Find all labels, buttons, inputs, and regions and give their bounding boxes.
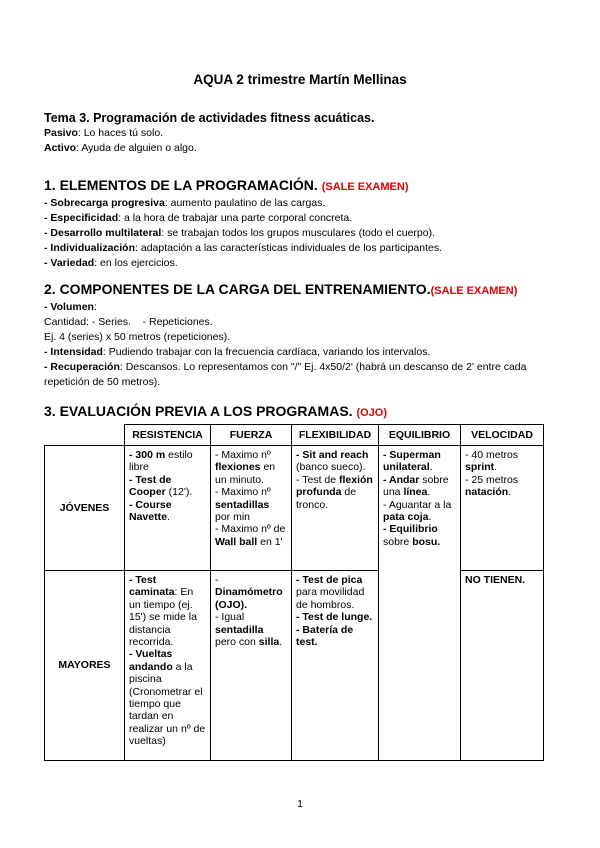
item-text: : en los ejercicios. bbox=[94, 257, 178, 269]
item-text: : aumento paulatino de las cargas. bbox=[164, 197, 326, 209]
section-1-item bbox=[44, 226, 564, 241]
cell-mayores-resistencia: - Test caminata: En un tiempo (ej. 15') se mide la distancia recorrida. - Vueltas andando a la piscina (Cronometrar el tiempo que tardan en realizar un nº de vueltas) bbox=[125, 571, 211, 761]
item-label: - Individualización bbox=[44, 242, 136, 254]
recuperacion-line bbox=[44, 360, 564, 375]
column-header: FLEXIBILIDAD bbox=[292, 425, 379, 446]
cell-mayores-velocidad: NO TIENEN. bbox=[461, 571, 544, 761]
intensidad-text: : Pudiendo trabajar con la frecuencia cardíaca, variando los intervalos. bbox=[102, 346, 431, 358]
activo-label: Activo bbox=[44, 142, 77, 154]
cell-jovenes-resistencia: - 300 m estilo libre - Test de Cooper (12'). - Course Navette. bbox=[125, 446, 211, 571]
volumen-text: : bbox=[93, 301, 97, 313]
item-label: - Variedad bbox=[44, 257, 95, 269]
item-label: - Desarrollo multilateral bbox=[44, 227, 162, 239]
column-header: VELOCIDAD bbox=[461, 425, 544, 446]
section-1-title: 1. ELEMENTOS DE LA PROGRAMACIÓN. bbox=[44, 177, 318, 193]
recuperacion-line-2: repetición de 50 metros). bbox=[44, 376, 161, 388]
column-header: RESISTENCIA bbox=[125, 425, 211, 446]
tema-heading: Tema 3. Programación de actividades fitness acuáticas. bbox=[44, 111, 375, 125]
section-1-item bbox=[44, 196, 564, 211]
ejemplo-line: Ej. 4 (series) x 50 metros (repeticiones). bbox=[44, 331, 231, 343]
section-2-title: 2. COMPONENTES DE LA CARGA DEL ENTRENAMIENTO. bbox=[44, 281, 431, 297]
intensidad-line bbox=[44, 345, 564, 360]
section-2-note: (SALE EXAMEN) bbox=[430, 285, 518, 297]
pasivo-text: : Lo haces tú solo. bbox=[77, 127, 164, 139]
cell-jovenes-velocidad: - 40 metros sprint. - 25 metros natación. bbox=[461, 446, 544, 571]
cell-jovenes-equilibrio: - Superman unilateral. - Andar sobre una línea. - Aguantar a la pata coja. - Equilibrio sobre bosu. bbox=[379, 446, 461, 761]
empty-header-cell bbox=[45, 425, 125, 446]
column-header: FUERZA bbox=[211, 425, 292, 446]
cell-mayores-flexibilidad: - Test de pica para movilidad de hombros. - Test de lunge. - Batería de test. bbox=[292, 571, 379, 761]
item-text: : se trabajan todos los grupos musculares (todo el cuerpo). bbox=[161, 227, 436, 239]
section-1-item bbox=[44, 256, 564, 271]
recuperacion-text: : Descansos. Lo representamos con "/" Ej. 4x50/2' (habrá un descanso de 2' entre cada bbox=[119, 361, 527, 373]
item-label: - Especificidad bbox=[44, 212, 119, 224]
row-header: JÓVENES bbox=[45, 446, 125, 571]
table-row-jovenes bbox=[45, 446, 544, 571]
item-text: : adaptación a las características individuales de los participantes. bbox=[135, 242, 443, 254]
section-1-note: (SALE EXAMEN) bbox=[321, 181, 409, 193]
section-1-heading bbox=[44, 176, 564, 196]
section-1-item bbox=[44, 211, 564, 226]
cell-jovenes-fuerza: - Maximo nº flexiones en un minuto. - Maximo nº sentadillas por min - Maximo nº de Wall ball en 1' bbox=[211, 446, 292, 571]
page-number: 1 bbox=[297, 798, 303, 810]
recuperacion-label: - Recuperación bbox=[44, 361, 120, 373]
section-1-item bbox=[44, 241, 564, 256]
section-3 bbox=[44, 402, 564, 422]
intensidad-label: - Intensidad bbox=[44, 346, 103, 358]
row-header: MAYORES bbox=[45, 571, 125, 761]
tema-block bbox=[44, 110, 564, 156]
cell-jovenes-flexibilidad: - Sit and reach (banco sueco). - Test de flexión profunda de tronco. bbox=[292, 446, 379, 571]
pasivo-line bbox=[44, 126, 564, 141]
volumen-line bbox=[44, 300, 564, 315]
item-label: - Sobrecarga progresiva bbox=[44, 197, 165, 209]
section-1 bbox=[44, 176, 564, 271]
document-title: AQUA 2 trimestre Martín Mellinas bbox=[193, 72, 407, 87]
activo-text: : Ayuda de alguien o algo. bbox=[76, 142, 197, 154]
cantidad-line: Cantidad: - Series. - Repeticiones. bbox=[44, 316, 213, 328]
pasivo-label: Pasivo bbox=[44, 127, 78, 139]
item-text: : a la hora de trabajar una parte corporal concreta. bbox=[118, 212, 353, 224]
column-header: EQUILIBRIO bbox=[379, 425, 461, 446]
table-row-mayores bbox=[45, 571, 544, 761]
table-header-row bbox=[45, 425, 544, 446]
section-3-note: (OJO) bbox=[356, 407, 387, 419]
volumen-label: - Volumen bbox=[44, 301, 94, 313]
cell-mayores-fuerza: - Dinamómetro (OJO). - Igual sentadilla pero con silla. bbox=[211, 571, 292, 761]
evaluation-table bbox=[44, 424, 544, 761]
section-3-heading bbox=[44, 402, 564, 422]
section-2-heading bbox=[44, 280, 564, 300]
section-2 bbox=[44, 280, 564, 390]
activo-line bbox=[44, 141, 564, 156]
section-3-title: 3. EVALUACIÓN PREVIA A LOS PROGRAMAS. bbox=[44, 403, 353, 419]
